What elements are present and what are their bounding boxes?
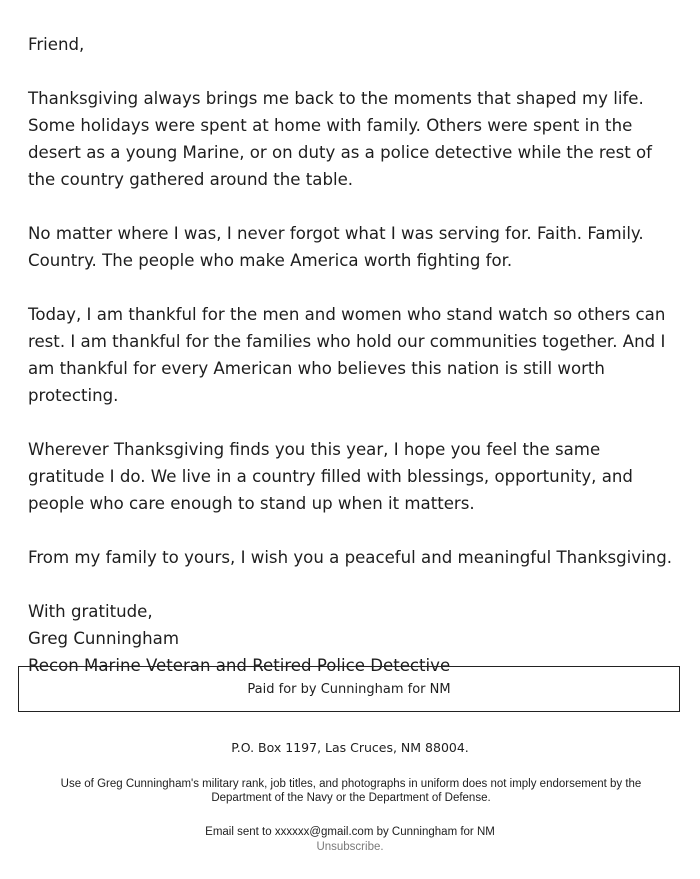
paragraph-3: Today, I am thankful for the men and women who stand watch so others can rest. I am thankful for the families who hold our communities together. And I am thankful for every American who believes this nation is still worth protecting. [28,305,666,405]
paragraph-5: From my family to yours, I wish you a peaceful and meaningful Thanksgiving. [28,548,673,567]
paragraph-4: Wherever Thanksgiving finds you this year, I hope you feel the same gratitude I do. We live in a country filled with blessings, opportunity, and people who care enough to stand up when it matters. [28,440,633,513]
email-sent-notice: Email sent to xxxxxx@gmail.com by Cunningham for NM [205,826,495,838]
closing: With gratitude, [28,602,153,621]
unsubscribe-link[interactable]: Unsubscribe. [316,841,384,853]
paragraph-1: Thanksgiving always brings me back to the moments that shaped my life. Some holidays were spent at home with family. Others were spent in the desert as a young Marine, or on duty as a police detective while the rest of the country gathered around the table. [28,89,653,189]
paragraph-2: No matter where I was, I never forgot what I was serving for. Faith. Family. Country. The people who make America worth fighting for. [28,224,644,270]
mailing-address: P.O. Box 1197, Las Cruces, NM 88004. [231,740,469,755]
paid-for-text: Paid for by Cunningham for NM [247,681,451,697]
paid-for-box [18,666,680,712]
signature-name: Greg Cunningham [28,629,179,648]
signature-title: Recon Marine Veteran and Retired Police Detective [28,656,451,675]
unsubscribe-container [0,840,700,854]
endorsement-disclaimer: Use of Greg Cunningham's military rank, job titles, and photographs in uniform does not imply endorsement by the Department of the Navy or the Department of Defense. [60,778,642,804]
email-body [28,31,678,679]
greeting: Friend, [28,35,85,54]
